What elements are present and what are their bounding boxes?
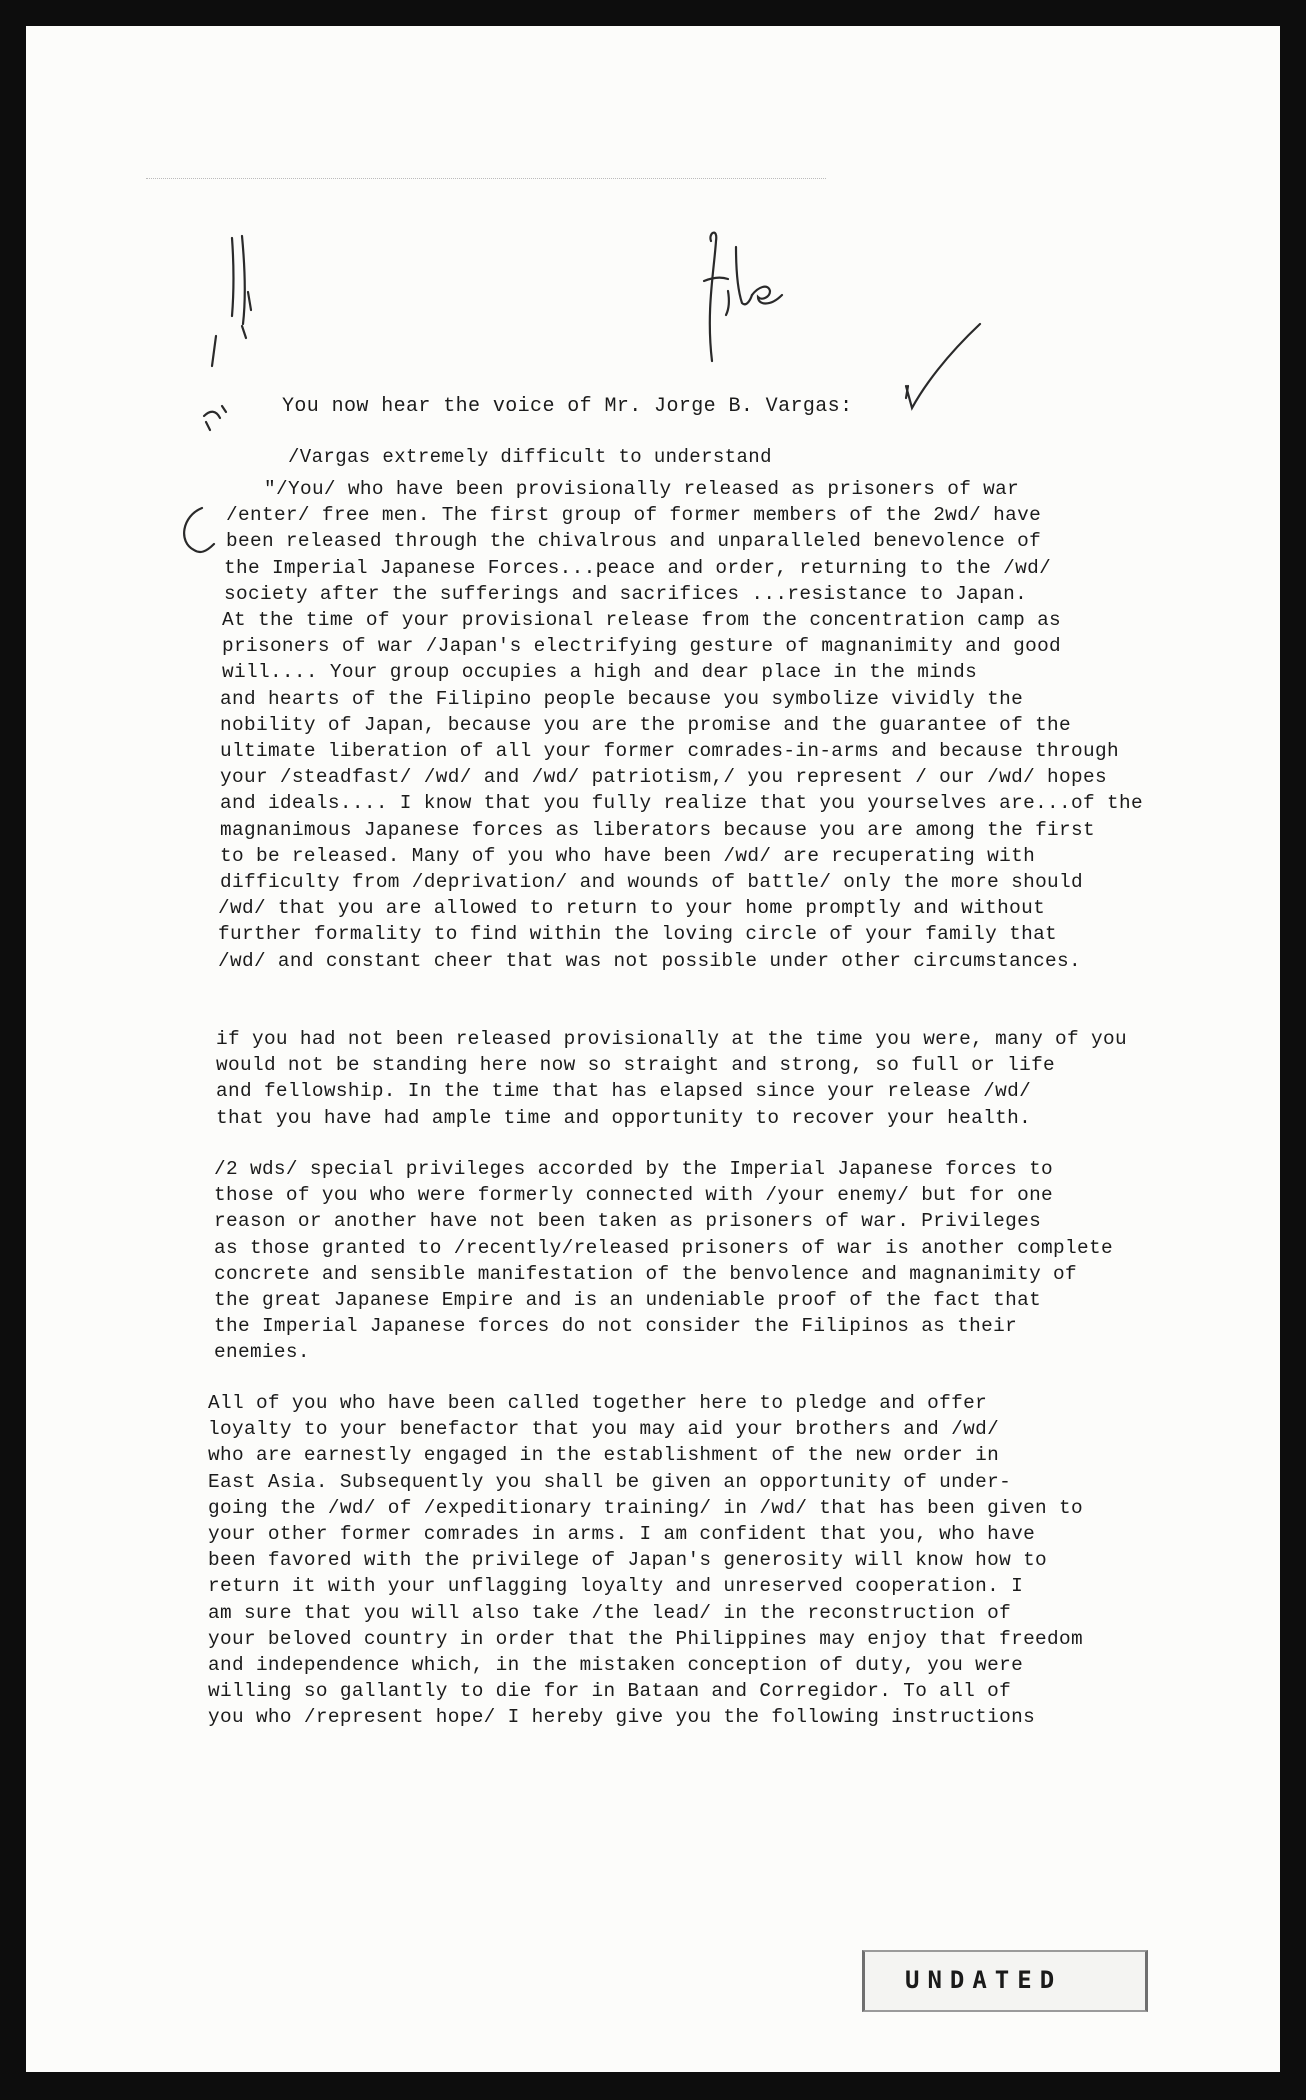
paragraph-line: going the /wd/ of /expeditionary training/ in /wd/ that has been given to	[208, 1496, 1083, 1519]
paragraph-line: the Imperial Japanese forces do not consider the Filipinos as their	[214, 1315, 1018, 1338]
document-page	[26, 26, 1280, 2072]
paragraph-line: "/You/ who have been provisionally released as prisoners of war	[264, 478, 1020, 500]
paragraph-line: concrete and sensible manifestation of the benvolence and magnanimity of	[214, 1262, 1078, 1285]
paragraph-line: the great Japanese Empire and is an undeniable proof of the fact that	[214, 1289, 1042, 1312]
paragraph-1	[214, 476, 1143, 974]
paragraph-line: will.... Your group occupies a high and dear place in the minds	[222, 661, 978, 684]
paragraph-line: /enter/ free men. The first group of former members of the 2wd/ have	[226, 504, 1042, 527]
paragraph-line: your beloved country in order that the Philippines may enjoy that freedom	[208, 1627, 1083, 1650]
paragraph-line: difficulty from /deprivation/ and wounds of battle/ only the more should	[220, 871, 1084, 894]
paragraph-4	[208, 1390, 1083, 1731]
checkmark-mark	[898, 316, 988, 416]
paragraph-line: ultimate liberation of all your former comrades-in-arms and because through	[220, 740, 1119, 763]
paragraph-line: and fellowship. In the time that has elapsed since your release /wd/	[216, 1080, 1032, 1103]
paragraph-line: and independence which, in the mistaken conception of duty, you were	[208, 1654, 1024, 1677]
paragraph-line: /wd/ that you are allowed to return to your home promptly and without	[218, 897, 1046, 920]
paragraph-line: society after the sufferings and sacrifices ...resistance to Japan.	[224, 582, 1028, 605]
paragraph-line: At the time of your provisional release from the concentration camp as	[222, 609, 1062, 632]
paragraph-line: nobility of Japan, because you are the promise and the guarantee of the	[220, 713, 1072, 736]
stamp-text: UNDATED	[905, 1966, 1063, 1994]
paragraph-line: and hearts of the Filipino people because you symbolize vividly the	[220, 687, 1024, 710]
paragraph-line: been released through the chivalrous and unparalleled benevolence of	[226, 530, 1042, 553]
faint-scan-line	[146, 178, 826, 179]
paragraph-line: those of you who were formerly connected with /your enemy/ but for one	[214, 1184, 1054, 1207]
paragraph-line: am sure that you will also take /the lead/ in the reconstruction of	[208, 1601, 1012, 1624]
paragraph-line: All of you who have been called together here to pledge and offer	[208, 1392, 988, 1414]
heading-line: You now hear the voice of Mr. Jorge B. Vargas:	[282, 395, 853, 418]
paragraph-2	[216, 1026, 1127, 1131]
paragraph-line: return it with your unflagging loyalty and unreserved cooperation. I	[208, 1575, 1024, 1598]
paragraph-line: who are earnestly engaged in the establishment of the new order in	[208, 1444, 1000, 1467]
paragraph-line: enemies.	[214, 1341, 310, 1364]
paragraph-line: as those granted to /recently/released prisoners of war is another complete	[214, 1236, 1113, 1259]
undated-stamp	[862, 1950, 1148, 2012]
paragraph-line: further formality to find within the loving circle of your family that	[218, 923, 1058, 946]
handwritten-file-note	[666, 211, 806, 376]
paragraph-line: would not be standing here now so straight and strong, so full or life	[216, 1054, 1056, 1077]
paragraph-line: /2 wds/ special privileges accorded by the Imperial Japanese forces to	[214, 1158, 1054, 1180]
paragraph-line: willing so gallantly to die for in Bataan and Corregidor. To all of	[208, 1680, 1012, 1703]
paragraph-line: prisoners of war /Japan's electrifying gesture of magnanimity and good	[222, 635, 1062, 658]
paragraph-line: reason or another have not been taken as prisoners of war. Privileges	[214, 1210, 1042, 1233]
paragraph-line: /wd/ and constant cheer that was not possible under other circumstances.	[218, 949, 1082, 972]
paragraph-3	[214, 1156, 1113, 1366]
bracket-note: /Vargas extremely difficult to understand	[288, 446, 772, 468]
paragraph-line: you who /represent hope/ I hereby give you the following instructions	[208, 1706, 1036, 1729]
paragraph-line: your /steadfast/ /wd/ and /wd/ patriotism,/ you represent / our /wd/ hopes	[220, 766, 1107, 789]
paragraph-line: been favored with the privilege of Japan's generosity will know how to	[208, 1549, 1048, 1572]
paragraph-line: to be released. Many of you who have been /wd/ are recuperating with	[220, 844, 1036, 867]
paragraph-line: magnanimous Japanese forces as liberators because you are among the first	[220, 818, 1095, 841]
margin-pencil-marks	[146, 206, 266, 446]
paragraph-line: and ideals.... I know that you fully realize that you yourselves are...of the	[220, 792, 1143, 815]
paragraph-line: loyalty to your benefactor that you may aid your brothers and /wd/	[208, 1418, 1000, 1441]
paragraph-line: that you have had ample time and opportunity to recover your health.	[216, 1106, 1032, 1129]
paragraph-line: the Imperial Japanese Forces...peace and order, returning to the /wd/	[224, 556, 1052, 579]
paragraph-line: East Asia. Subsequently you shall be given an opportunity of under-	[208, 1470, 1012, 1493]
paragraph-line: your other former comrades in arms. I am confident that you, who have	[208, 1523, 1036, 1546]
paragraph-line: if you had not been released provisionally at the time you were, many of you	[216, 1028, 1127, 1050]
